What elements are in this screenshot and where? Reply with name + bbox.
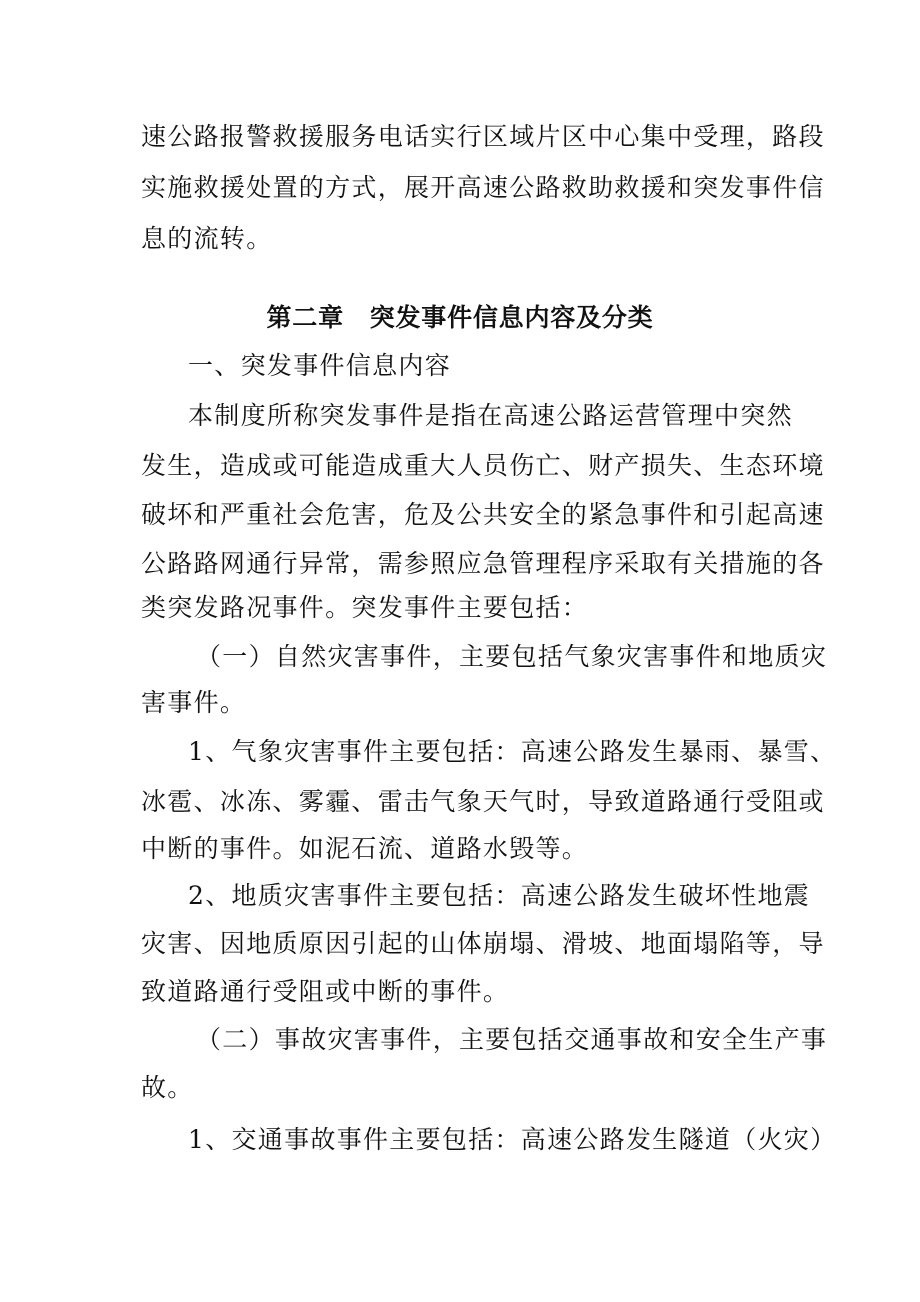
section-title: 一、突发事件信息内容	[188, 351, 452, 380]
body-text-line: 公路路网通行异常，需参照应急管理程序采取有关措施的各	[141, 549, 825, 578]
chapter-heading: 第二章 突发事件信息内容及分类	[266, 303, 654, 332]
list-item-heading: （二）事故灾害事件，主要包括交通事故和安全生产事	[196, 1025, 828, 1054]
body-text-line: 灾害、因地质原因引起的山体崩塌、滑坡、地面塌陷等，导	[141, 929, 825, 958]
list-item-heading: （一）自然灾害事件，主要包括气象灾害事件和地质灾	[196, 642, 828, 671]
list-item: 2、地质灾害事件主要包括：高速公路发生破坏性地震	[188, 881, 811, 910]
body-text-line: 中断的事件。如泥石流、道路水毁等。	[141, 834, 589, 863]
body-text-line: 冰雹、冰冻、雾霾、雷击气象天气时，导致道路通行受阻或	[141, 787, 825, 816]
body-text-line: 破坏和严重社会危害，危及公共安全的紧急事件和引起高速	[141, 500, 825, 529]
body-text-line: 速公路报警救援服务电话实行区域片区中心集中受理，路段	[141, 122, 825, 151]
body-text-line: 害事件。	[141, 688, 247, 717]
body-text-line: 发生，造成或可能造成重大人员伤亡、财产损失、生态环境	[141, 451, 825, 480]
list-item: 1、气象灾害事件主要包括：高速公路发生暴雨、暴雪、	[188, 737, 837, 766]
body-text-line: 息的流转。	[141, 224, 273, 253]
body-text-line: 致道路通行受阻或中断的事件。	[141, 977, 510, 1006]
body-text-line: 本制度所称突发事件是指在高速公路运营管理中突然	[188, 401, 793, 430]
list-item: 1、交通事故事件主要包括：高速公路发生隧道（火灾）	[188, 1125, 837, 1154]
body-text-line: 类突发路况事件。突发事件主要包括：	[141, 593, 589, 622]
body-text-line: 实施救援处置的方式，展开高速公路救助救援和突发事件信	[141, 173, 825, 202]
body-text-line: 故。	[141, 1073, 194, 1102]
